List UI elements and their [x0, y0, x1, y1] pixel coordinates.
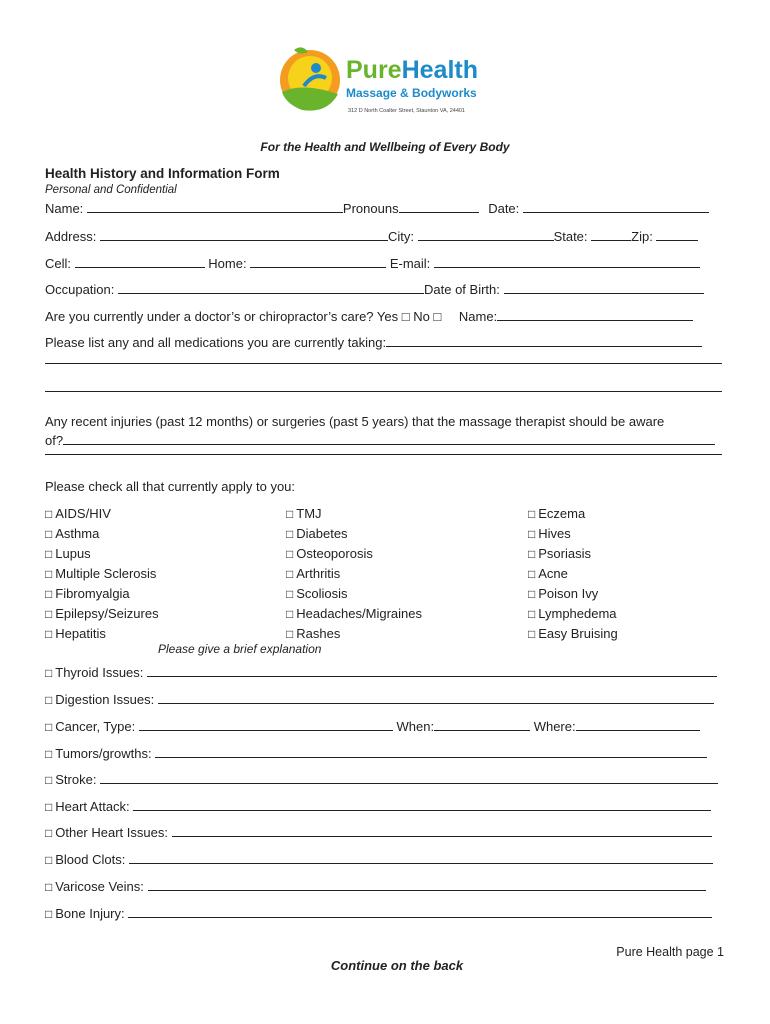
name-field[interactable] [87, 200, 343, 213]
condition-label: Lymphedema [538, 606, 617, 621]
form-title: Health History and Information Form [45, 166, 280, 181]
thyroid-field[interactable] [147, 664, 717, 677]
condition-item[interactable] [528, 504, 618, 524]
doctor-name-field[interactable] [497, 308, 693, 321]
checkbox[interactable]: □ [45, 800, 53, 814]
conditions-col-1 [45, 504, 159, 644]
dob-label: Date of Birth: [424, 282, 500, 297]
checkbox[interactable]: □ [45, 880, 53, 894]
state-label: State: [553, 229, 588, 244]
cancer-when-label: When: [396, 719, 435, 734]
injuries-line-2[interactable] [45, 454, 722, 455]
checkbox[interactable]: □ [45, 507, 53, 521]
injuries-field[interactable] [63, 432, 715, 445]
condition-label: Eczema [538, 506, 586, 521]
page-label: Pure Health page 1 [616, 945, 724, 959]
bone-injury-label: Bone Injury: [55, 906, 125, 921]
checkbox[interactable]: □ [528, 547, 536, 561]
date-field[interactable] [523, 200, 709, 213]
checkbox[interactable]: □ [45, 747, 53, 761]
occupation-label: Occupation: [45, 282, 115, 297]
condition-label: Hives [538, 526, 571, 541]
brand-subtitle: Massage & Bodyworks [346, 86, 477, 100]
condition-label: Headaches/Migraines [296, 606, 422, 621]
stroke-label: Stroke: [55, 772, 97, 787]
doctor-name-label: Name: [458, 309, 498, 324]
pronouns-label: Pronouns [342, 201, 399, 216]
cancer-when-field[interactable] [434, 718, 530, 731]
condition-item[interactable] [528, 564, 618, 584]
checkbox[interactable]: □ [45, 587, 53, 601]
cell-label: Cell: [45, 256, 72, 271]
varicose-label: Varicose Veins: [55, 879, 144, 894]
cancer-where-field[interactable] [576, 718, 700, 731]
conditions-col-3 [528, 504, 618, 644]
logo [272, 42, 502, 122]
checkbox[interactable]: □ [45, 607, 53, 621]
address-label: Address: [45, 229, 97, 244]
other-heart-label: Other Heart Issues: [55, 825, 168, 840]
conditions-col-2 [286, 504, 422, 644]
condition-item[interactable] [286, 564, 422, 584]
check-prompt: Please check all that currently apply to you: [45, 479, 296, 494]
tumors-label: Tumors/growths: [55, 746, 152, 761]
condition-item[interactable] [45, 624, 159, 644]
condition-label: Osteoporosis [296, 546, 373, 561]
checkbox[interactable]: □ [45, 567, 53, 581]
varicose-field[interactable] [148, 878, 706, 891]
condition-item[interactable] [45, 604, 159, 624]
checkbox[interactable]: □ [286, 567, 294, 581]
tumors-field[interactable] [155, 745, 707, 758]
brand-pure: Pure [346, 56, 402, 84]
injuries-question: Any recent injuries (past 12 months) or surgeries (past 5 years) that the massage therapist should be aware [45, 414, 665, 429]
city-label: City: [387, 229, 414, 244]
checkbox[interactable]: □ [528, 587, 536, 601]
cancer-type-field[interactable] [139, 718, 393, 731]
condition-item[interactable] [528, 624, 618, 644]
medications-label: Please list any and all medications you are currently taking: [45, 335, 387, 350]
checkbox[interactable]: □ [45, 693, 53, 707]
medications-field[interactable] [386, 334, 702, 347]
condition-item[interactable] [45, 544, 159, 564]
checkbox[interactable]: □ [528, 527, 536, 541]
checkbox[interactable]: □ [528, 607, 536, 621]
checkbox[interactable]: □ [286, 507, 294, 521]
condition-item[interactable] [286, 504, 422, 524]
condition-label: AIDS/HIV [55, 506, 111, 521]
condition-item[interactable] [286, 544, 422, 564]
doctor-care-question: Are you currently under a doctor’s or chiropractor’s care? Yes □ No □ [45, 309, 442, 324]
stroke-field[interactable] [100, 771, 718, 784]
email-field[interactable] [434, 255, 700, 268]
cell-field[interactable] [75, 255, 205, 268]
condition-label: Epilepsy/Seizures [55, 606, 159, 621]
home-field[interactable] [250, 255, 386, 268]
other-heart-field[interactable] [172, 824, 712, 837]
condition-item[interactable] [286, 584, 422, 604]
checkbox[interactable]: □ [45, 720, 53, 734]
condition-item[interactable] [45, 584, 159, 604]
condition-label: Rashes [296, 626, 341, 641]
condition-label: TMJ [296, 506, 322, 521]
email-label: E-mail: [389, 256, 431, 271]
explain-prompt: Please give a brief explanation [158, 642, 322, 656]
medications-line-3[interactable] [45, 391, 722, 392]
checkbox[interactable]: □ [528, 627, 536, 641]
blood-clots-field[interactable] [129, 851, 713, 864]
medications-line-2[interactable] [45, 363, 722, 364]
condition-label: Arthritis [296, 566, 341, 581]
condition-label: Lupus [55, 546, 91, 561]
tagline: For the Health and Wellbeing of Every Body [260, 140, 510, 154]
bone-injury-field[interactable] [128, 905, 712, 918]
checkbox[interactable]: □ [528, 507, 536, 521]
digestion-label: Digestion Issues: [55, 692, 155, 707]
checkbox[interactable]: □ [45, 853, 53, 867]
checkbox[interactable]: □ [45, 773, 53, 787]
condition-label: Easy Bruising [538, 626, 618, 641]
condition-item[interactable] [286, 624, 422, 644]
thyroid-label: Thyroid Issues: [55, 665, 144, 680]
checkbox[interactable]: □ [45, 627, 53, 641]
digestion-field[interactable] [158, 691, 714, 704]
condition-item[interactable] [286, 524, 422, 544]
condition-label: Psoriasis [538, 546, 591, 561]
condition-label: Asthma [55, 526, 100, 541]
checkbox[interactable]: □ [286, 607, 294, 621]
injuries-question-cont: of? [45, 433, 64, 448]
checkbox[interactable]: □ [286, 547, 294, 561]
blood-clots-label: Blood Clots: [55, 852, 126, 867]
zip-label: Zip: [631, 229, 653, 244]
name-label: Name: [45, 201, 84, 216]
checkbox[interactable]: □ [286, 527, 294, 541]
checkbox[interactable]: □ [45, 527, 53, 541]
checkbox[interactable]: □ [45, 666, 53, 680]
checkbox[interactable]: □ [45, 826, 53, 840]
checkbox[interactable]: □ [45, 907, 53, 921]
condition-label: Hepatitis [55, 626, 106, 641]
home-label: Home: [208, 256, 247, 271]
checkbox[interactable]: □ [45, 547, 53, 561]
condition-label: Fibromyalgia [55, 586, 130, 601]
date-label: Date: [488, 201, 520, 216]
form-subtitle: Personal and Confidential [45, 184, 177, 196]
business-address: 312 D North Coalter Street, Staunton VA, 24401 [348, 108, 465, 114]
dob-field[interactable] [504, 281, 704, 294]
checkbox[interactable]: □ [528, 567, 536, 581]
pronouns-field[interactable] [399, 200, 479, 213]
condition-label: Poison Ivy [538, 586, 599, 601]
continue-note: Continue on the back [330, 958, 464, 973]
condition-label: Acne [538, 566, 568, 581]
address-field[interactable] [100, 228, 388, 241]
cancer-type-label: Cancer, Type: [55, 719, 136, 734]
condition-label: Multiple Sclerosis [55, 566, 157, 581]
condition-label: Scoliosis [296, 586, 348, 601]
condition-item[interactable] [45, 504, 159, 524]
zip-field[interactable] [656, 228, 698, 241]
state-field[interactable] [591, 228, 631, 241]
heart-attack-field[interactable] [133, 798, 711, 811]
condition-label: Diabetes [296, 526, 348, 541]
condition-item[interactable] [528, 604, 618, 624]
city-field[interactable] [418, 228, 554, 241]
condition-item[interactable] [528, 544, 618, 564]
checkbox[interactable]: □ [286, 587, 294, 601]
condition-item[interactable] [45, 524, 159, 544]
condition-item[interactable] [528, 524, 618, 544]
cancer-where-label: Where: [533, 719, 576, 734]
condition-item[interactable] [45, 564, 159, 584]
heart-attack-label: Heart Attack: [55, 799, 130, 814]
logo-emblem-icon [272, 42, 344, 114]
condition-item[interactable] [528, 584, 618, 604]
checkbox[interactable]: □ [286, 627, 294, 641]
occupation-field[interactable] [118, 281, 424, 294]
brand-health: Health [401, 56, 478, 84]
condition-item[interactable] [286, 604, 422, 624]
